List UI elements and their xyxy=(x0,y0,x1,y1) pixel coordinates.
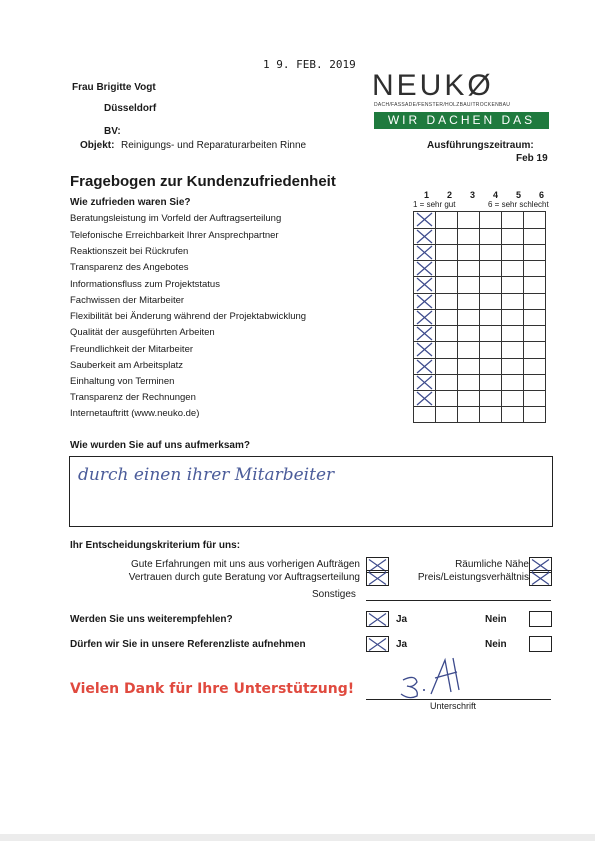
rating-item-label: Informationsfluss zum Projektstatus xyxy=(70,279,220,290)
rating-row xyxy=(414,310,546,326)
rating-cell-2[interactable] xyxy=(436,277,458,294)
criteria-label: Gute Erfahrungen mit uns aus vorherigen Aufträgen xyxy=(130,559,360,570)
handwritten-signature xyxy=(395,650,475,700)
thanks-message: Vielen Dank für Ihre Unterstützung! xyxy=(70,681,355,697)
other-input-line[interactable] xyxy=(366,600,551,601)
rating-cell-1[interactable] xyxy=(414,359,436,375)
rating-cell-1[interactable] xyxy=(414,229,436,245)
rating-cell-5[interactable] xyxy=(502,326,524,342)
rating-row xyxy=(414,212,546,229)
rating-cell-2[interactable] xyxy=(436,229,458,245)
rating-cell-4[interactable] xyxy=(480,375,502,391)
cross-mark-icon xyxy=(415,245,434,260)
rating-cell-5[interactable] xyxy=(502,212,524,229)
rating-cell-3[interactable] xyxy=(458,359,480,375)
bv-label: BV: xyxy=(104,126,121,137)
criteria-label: Räumliche Nähe xyxy=(455,559,529,570)
rating-col-6: 6 xyxy=(538,190,544,200)
rating-cell-6[interactable] xyxy=(524,326,546,342)
reference-no-label: Nein xyxy=(485,639,507,650)
reference-yes-checkbox[interactable] xyxy=(366,636,389,652)
rating-cell-5[interactable] xyxy=(502,342,524,359)
attention-answer: durch einen ihrer Mitarbeiter xyxy=(78,465,335,485)
customer-name: Frau Brigitte Vogt xyxy=(72,82,156,93)
scale-bad: 6 = sehr schlecht xyxy=(488,200,549,209)
cross-mark-icon xyxy=(415,359,434,374)
rating-col-2: 2 xyxy=(446,190,452,200)
rating-cell-4[interactable] xyxy=(480,229,502,245)
reference-yes-label: Ja xyxy=(396,639,408,650)
rating-cell-2[interactable] xyxy=(436,359,458,375)
rating-cell-2[interactable] xyxy=(436,310,458,326)
rating-col-5: 5 xyxy=(515,190,521,200)
logo-tagline: DACH/FASSADE/FENSTER/HOLZBAU/TROCKENBAU xyxy=(374,102,511,108)
recommend-yes-checkbox[interactable] xyxy=(366,611,389,627)
criteria-label: Preis/Leistungsverhältnis xyxy=(417,572,529,583)
rating-cell-1[interactable] xyxy=(414,310,436,326)
rating-col-3: 3 xyxy=(469,190,475,200)
criteria-label: Vertrauen durch gute Beratung vor Auftragserteilung xyxy=(128,572,360,583)
cross-mark-icon xyxy=(415,212,434,227)
rating-cell-4[interactable] xyxy=(480,277,502,294)
rating-cell-2[interactable] xyxy=(436,375,458,391)
rating-cell-4[interactable] xyxy=(480,326,502,342)
rating-cell-4[interactable] xyxy=(480,359,502,375)
rating-cell-2[interactable] xyxy=(436,391,458,407)
rating-cell-6[interactable] xyxy=(524,310,546,326)
cross-mark-icon xyxy=(415,375,434,390)
rating-cell-6[interactable] xyxy=(524,391,546,407)
cross-mark-icon xyxy=(415,261,434,276)
rating-cell-6[interactable] xyxy=(524,342,546,359)
rating-item-label: Transparenz des Angebotes xyxy=(70,262,189,273)
rating-item-label: Transparenz der Rechnungen xyxy=(70,392,196,403)
rating-cell-4[interactable] xyxy=(480,245,502,261)
logo-slogan: WIR DACHEN DAS xyxy=(374,112,549,129)
rating-row xyxy=(414,277,546,294)
rating-cell-5[interactable] xyxy=(502,310,524,326)
page-title: Fragebogen zur Kundenzufriedenheit xyxy=(70,173,336,190)
rating-row xyxy=(414,245,546,261)
cross-mark-icon xyxy=(415,391,434,406)
criteria-checkbox[interactable] xyxy=(529,570,552,586)
rating-cell-4[interactable] xyxy=(480,342,502,359)
company-logo: NEUKØ xyxy=(372,69,494,102)
rating-cell-3[interactable] xyxy=(458,261,480,277)
period-value: Feb 19 xyxy=(516,153,548,164)
attention-answer-box[interactable] xyxy=(69,456,553,527)
attention-question: Wie wurden Sie auf uns aufmerksam? xyxy=(70,440,250,451)
rating-cell-5[interactable] xyxy=(502,375,524,391)
rating-cell-6[interactable] xyxy=(524,359,546,375)
rating-row xyxy=(414,229,546,245)
rating-item-label: Beratungsleistung im Vorfeld der Auftragserteilung xyxy=(70,213,282,224)
rating-row xyxy=(414,407,546,423)
rating-cell-1[interactable] xyxy=(414,326,436,342)
rating-cell-5[interactable] xyxy=(502,229,524,245)
rating-cell-3[interactable] xyxy=(458,326,480,342)
recommend-yes-label: Ja xyxy=(396,614,408,625)
rating-item-label: Freundlichkeit der Mitarbeiter xyxy=(70,344,194,355)
rating-cell-1[interactable] xyxy=(414,375,436,391)
other-label: Sonstiges xyxy=(312,589,356,600)
object-label: Objekt: xyxy=(80,140,115,151)
recommend-no-label: Nein xyxy=(485,614,507,625)
rating-cell-2[interactable] xyxy=(436,326,458,342)
rating-cell-3[interactable] xyxy=(458,375,480,391)
recommend-question: Werden Sie uns weiterempfehlen? xyxy=(70,614,233,625)
rating-cell-4[interactable] xyxy=(480,407,502,423)
rating-cell-1[interactable] xyxy=(414,407,436,423)
rating-cell-5[interactable] xyxy=(502,245,524,261)
rating-cell-4[interactable] xyxy=(480,294,502,310)
rating-cell-1[interactable] xyxy=(414,212,436,229)
signature-line[interactable] xyxy=(366,699,551,700)
rating-item-label: Fachwissen der Mitarbeiter xyxy=(70,295,185,306)
rating-cell-1[interactable] xyxy=(414,277,436,294)
rating-cell-5[interactable] xyxy=(502,407,524,423)
rating-cell-6[interactable] xyxy=(524,261,546,277)
rating-row xyxy=(414,391,546,407)
cross-mark-icon xyxy=(415,294,434,309)
rating-question: Wie zufrieden waren Sie? xyxy=(70,197,191,208)
reference-question: Dürfen wir Sie in unsere Referenzliste aufnehmen xyxy=(70,639,306,650)
rating-cell-4[interactable] xyxy=(480,261,502,277)
rating-cell-3[interactable] xyxy=(458,277,480,294)
rating-cell-4[interactable] xyxy=(480,391,502,407)
rating-item-label: Reaktionszeit bei Rückrufen xyxy=(70,246,189,257)
cross-mark-icon xyxy=(415,229,434,244)
rating-row xyxy=(414,359,546,375)
rating-cell-3[interactable] xyxy=(458,407,480,423)
rating-row xyxy=(414,261,546,277)
rating-cell-3[interactable] xyxy=(458,342,480,359)
scan-edge xyxy=(0,834,595,841)
rating-cell-3[interactable] xyxy=(458,294,480,310)
cross-mark-icon xyxy=(415,310,434,325)
rating-cell-2[interactable] xyxy=(436,407,458,423)
rating-col-1: 1 xyxy=(423,190,429,200)
rating-cell-5[interactable] xyxy=(502,277,524,294)
rating-cell-5[interactable] xyxy=(502,294,524,310)
rating-cell-6[interactable] xyxy=(524,407,546,423)
cross-mark-icon xyxy=(415,326,434,341)
rating-cell-6[interactable] xyxy=(524,294,546,310)
criteria-heading: Ihr Entscheidungskriterium für uns: xyxy=(70,540,241,551)
rating-cell-6[interactable] xyxy=(524,375,546,391)
stamp-date: 1 9. FEB. 2019 xyxy=(263,58,356,71)
rating-row xyxy=(414,342,546,359)
rating-cell-6[interactable] xyxy=(524,212,546,229)
signature-label: Unterschrift xyxy=(430,701,477,711)
rating-cell-5[interactable] xyxy=(502,391,524,407)
rating-cell-2[interactable] xyxy=(436,342,458,359)
rating-item-label: Internetauftritt (www.neuko.de) xyxy=(70,408,200,419)
rating-col-4: 4 xyxy=(492,190,498,200)
rating-cell-1[interactable] xyxy=(414,245,436,261)
rating-item-label: Sauberkeit am Arbeitsplatz xyxy=(70,360,184,371)
rating-item-label: Einhaltung von Terminen xyxy=(70,376,175,387)
rating-item-label: Flexibilität bei Änderung während der Projektabwicklung xyxy=(70,311,307,322)
recommend-no-checkbox[interactable] xyxy=(529,611,552,627)
rating-cell-2[interactable] xyxy=(436,212,458,229)
cross-mark-icon xyxy=(415,342,434,357)
rating-cell-6[interactable] xyxy=(524,229,546,245)
rating-cell-3[interactable] xyxy=(458,245,480,261)
rating-cell-4[interactable] xyxy=(480,310,502,326)
period-label: Ausführungszeitraum: xyxy=(427,140,534,151)
rating-grid xyxy=(413,211,546,423)
rating-cell-3[interactable] xyxy=(458,310,480,326)
rating-cell-1[interactable] xyxy=(414,342,436,359)
rating-cell-6[interactable] xyxy=(524,277,546,294)
rating-cell-3[interactable] xyxy=(458,212,480,229)
rating-row xyxy=(414,294,546,310)
customer-city: Düsseldorf xyxy=(104,103,157,114)
rating-row xyxy=(414,375,546,391)
rating-cell-2[interactable] xyxy=(436,294,458,310)
criteria-checkbox[interactable] xyxy=(366,570,389,586)
rating-cell-4[interactable] xyxy=(480,212,502,229)
rating-cell-1[interactable] xyxy=(414,294,436,310)
rating-item-label: Qualität der ausgeführten Arbeiten xyxy=(70,327,215,338)
rating-cell-6[interactable] xyxy=(524,245,546,261)
cross-mark-icon xyxy=(415,277,434,292)
object-value: Reinigungs- und Reparaturarbeiten Rinne xyxy=(121,140,307,151)
rating-cell-3[interactable] xyxy=(458,229,480,245)
rating-cell-1[interactable] xyxy=(414,391,436,407)
rating-cell-3[interactable] xyxy=(458,391,480,407)
rating-cell-2[interactable] xyxy=(436,245,458,261)
rating-cell-2[interactable] xyxy=(436,261,458,277)
rating-item-label: Telefonische Erreichbarkeit Ihrer Ansprechpartner xyxy=(70,230,279,241)
rating-cell-1[interactable] xyxy=(414,261,436,277)
scale-good: 1 = sehr gut xyxy=(413,200,456,209)
reference-no-checkbox[interactable] xyxy=(529,636,552,652)
rating-cell-5[interactable] xyxy=(502,261,524,277)
rating-cell-5[interactable] xyxy=(502,359,524,375)
rating-row xyxy=(414,326,546,342)
